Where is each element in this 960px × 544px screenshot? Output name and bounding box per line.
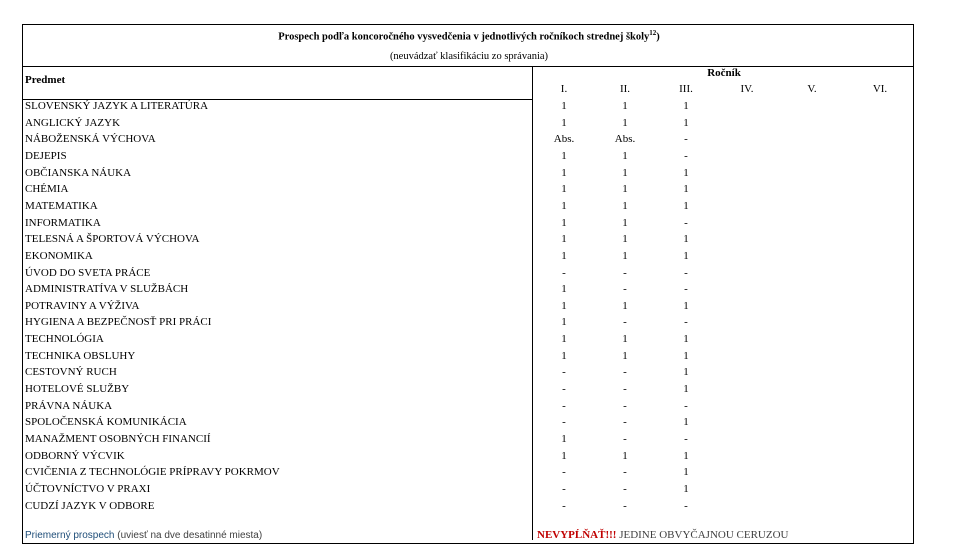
grade-cell-year-3[interactable]: 1 (683, 383, 689, 396)
average-grade-title: Priemerný prospech (25, 530, 115, 541)
grade-cell-year-2[interactable]: - (623, 433, 627, 445)
subject-name: CVIČENIA Z TECHNOLÓGIE PRÍPRAVY POKRMOV (25, 466, 280, 479)
grade-cell-year-3[interactable]: 1 (683, 183, 689, 196)
subject-name: POTRAVINY A VÝŽIVA (25, 299, 140, 312)
average-grade-label (25, 530, 262, 541)
predmet-header: Predmet (25, 74, 66, 86)
grade-cell-year-3[interactable]: 1 (683, 482, 689, 495)
grade-cell-year-3[interactable]: - (684, 216, 688, 229)
grade-cell-year-3[interactable]: - (684, 499, 688, 512)
subject-name: PRÁVNA NÁUKA (25, 399, 113, 412)
grade-cell-year-3[interactable]: - (684, 316, 688, 329)
grade-cell-year-2[interactable]: 1 (622, 249, 628, 262)
grade-cell-year-1[interactable]: 1 (561, 283, 567, 296)
grade-cell-year-3[interactable]: 1 (683, 449, 689, 462)
grade-cell-year-2[interactable]: - (623, 383, 627, 396)
title-footnote: 12 (649, 29, 657, 37)
grade-cell-year-3[interactable]: 1 (683, 249, 689, 262)
grade-cell-year-3[interactable]: - (684, 399, 688, 412)
grade-cell-year-1[interactable]: - (562, 383, 566, 396)
grade-cell-year-2[interactable]: - (623, 266, 627, 279)
grade-cell-year-2[interactable]: - (623, 482, 627, 495)
grade-cell-year-3[interactable]: 1 (683, 333, 689, 346)
grade-cell-year-1[interactable]: 1 (561, 233, 567, 246)
subject-name: CUDZÍ JAZYK V ODBORE (25, 499, 155, 512)
grade-cell-year-2[interactable]: 1 (622, 449, 628, 462)
grade-cell-year-1[interactable]: 1 (561, 116, 567, 129)
grade-cell-year-2[interactable]: 1 (622, 149, 628, 162)
subject-name: INFORMATIKA (25, 216, 101, 229)
grade-cell-year-2[interactable]: - (623, 283, 627, 296)
grade-cell-year-1[interactable]: 1 (561, 249, 567, 262)
grade-cell-year-2[interactable]: 1 (622, 349, 628, 362)
grade-cell-year-1[interactable]: - (562, 366, 566, 379)
grade-cell-year-2[interactable]: Abs. (614, 133, 636, 146)
grade-cell-year-3[interactable]: - (684, 149, 688, 162)
grade-cell-year-3[interactable]: 1 (683, 116, 689, 129)
subject-name: EKONOMIKA (25, 249, 93, 262)
form-subtitle: (neuvádzať klasifikáciu zo správania) (389, 51, 549, 62)
subject-name: ADMINISTRATÍVA V SLUŽBÁCH (25, 283, 189, 296)
grade-cell-year-1[interactable]: 1 (561, 183, 567, 196)
grade-cell-year-1[interactable]: 1 (561, 333, 567, 346)
subject-name: MATEMATIKA (25, 199, 98, 212)
grade-cell-year-3[interactable]: 1 (683, 233, 689, 246)
grade-cell-year-3[interactable]: 1 (683, 416, 689, 429)
header-divider (22, 66, 914, 67)
subject-name: CHÉMIA (25, 183, 69, 196)
subject-name: TECHNIKA OBSLUHY (25, 349, 136, 362)
warning-note: JEDINE OBVYČAJNOU CERUZOU (616, 529, 789, 541)
grade-cell-year-1[interactable]: - (562, 482, 566, 495)
year-header-5: V. (807, 83, 817, 95)
grade-cell-year-1[interactable]: - (562, 416, 566, 429)
grade-cell-year-1[interactable]: 1 (561, 199, 567, 212)
grade-cell-year-3[interactable]: - (684, 133, 688, 146)
average-grade-note: (uviesť na dve desatinné miesta) (114, 530, 263, 541)
subject-name: SPOLOČENSKÁ KOMUNIKÁCIA (25, 416, 187, 429)
grade-cell-year-1[interactable]: 1 (561, 100, 567, 112)
grade-cell-year-2[interactable]: 1 (622, 100, 628, 112)
subject-name: HYGIENA A BEZPEČNOSŤ PRI PRÁCI (25, 316, 212, 329)
subject-name: CESTOVNÝ RUCH (25, 366, 117, 379)
subject-name: ANGLICKÝ JAZYK (25, 116, 121, 129)
grade-cell-year-2[interactable]: 1 (622, 233, 628, 246)
subject-name: HOTELOVÉ SLUŽBY (25, 383, 130, 396)
grade-cell-year-1[interactable]: - (562, 466, 566, 479)
grade-cell-year-3[interactable]: 1 (683, 166, 689, 179)
rocnik-header: Ročník (707, 67, 741, 79)
grade-cell-year-2[interactable]: - (623, 466, 627, 479)
grade-cell-year-3[interactable]: - (684, 433, 688, 445)
grade-cell-year-2[interactable]: - (623, 399, 627, 412)
grade-cell-year-2[interactable]: 1 (622, 216, 628, 229)
grade-cell-year-1[interactable]: Abs. (553, 133, 575, 146)
grade-cell-year-2[interactable]: - (623, 316, 627, 329)
grade-cell-year-2[interactable]: - (623, 499, 627, 512)
grade-cell-year-2[interactable]: 1 (622, 333, 628, 346)
subject-name: DEJEPIS (25, 149, 67, 162)
grade-cell-year-3[interactable]: 1 (683, 199, 689, 212)
subject-name: SLOVENSKÝ JAZYK A LITERATÚRA (25, 100, 209, 112)
grade-cell-year-3[interactable]: 1 (683, 366, 689, 379)
grade-cell-year-2[interactable]: - (623, 416, 627, 429)
fill-warning (537, 529, 788, 541)
grade-cell-year-2[interactable]: 1 (622, 183, 628, 196)
grade-cell-year-2[interactable]: 1 (622, 199, 628, 212)
grade-cell-year-1[interactable]: 1 (561, 349, 567, 362)
year-header-2: II. (619, 83, 631, 95)
warning-text: NEVYPĹŇAŤ!!! (537, 529, 617, 541)
column-divider-predmet (532, 66, 533, 540)
grade-cell-year-2[interactable]: 1 (622, 116, 628, 129)
grade-cell-year-1[interactable]: 1 (561, 166, 567, 179)
title-text: Prospech podľa koncoročného vysvedčenia v jednotlivých ročníkoch strednej školy (278, 31, 650, 43)
grade-cell-year-1[interactable]: 1 (561, 149, 567, 162)
grade-cell-year-2[interactable]: 1 (622, 166, 628, 179)
grade-cell-year-1[interactable]: 1 (561, 316, 567, 329)
grade-cell-year-1[interactable]: 1 (561, 216, 567, 229)
grade-cell-year-1[interactable]: 1 (561, 433, 567, 445)
grade-cell-year-1[interactable]: 1 (561, 449, 567, 462)
grade-cell-year-1[interactable]: - (562, 399, 566, 412)
subject-name: OBČIANSKA NÁUKA (25, 166, 132, 179)
year-header-6: VI. (872, 83, 888, 95)
subject-name: NÁBOŽENSKÁ VÝCHOVA (25, 133, 156, 146)
grade-cell-year-1[interactable]: - (562, 499, 566, 512)
subject-name: ÚVOD DO SVETA PRÁCE (25, 266, 151, 279)
grade-cell-year-2[interactable]: - (623, 366, 627, 379)
grade-cell-year-3[interactable]: 1 (683, 299, 689, 312)
year-header-1: I. (560, 83, 568, 95)
title-close: ) (656, 31, 660, 43)
year-header-3: III. (679, 83, 693, 95)
subject-name: TECHNOLÓGIA (25, 333, 104, 346)
form-title (0, 29, 938, 43)
grade-cell-year-1[interactable]: 1 (561, 299, 567, 312)
subject-name: ODBORNÝ VÝCVIK (25, 449, 125, 462)
grade-cell-year-1[interactable]: - (562, 266, 566, 279)
grade-cell-year-2[interactable]: 1 (622, 299, 628, 312)
year-header-4: IV. (740, 83, 754, 95)
grade-cell-year-3[interactable]: 1 (683, 466, 689, 479)
subject-name: TELESNÁ A ŠPORTOVÁ VÝCHOVA (25, 233, 200, 246)
grade-cell-year-3[interactable]: - (684, 283, 688, 296)
grade-cell-year-3[interactable]: 1 (683, 100, 689, 112)
grade-cell-year-3[interactable]: - (684, 266, 688, 279)
subject-name: ÚČTOVNÍCTVO V PRAXI (25, 482, 151, 495)
grade-cell-year-3[interactable]: 1 (683, 349, 689, 362)
subject-name: MANAŽMENT OSOBNÝCH FINANCIÍ (25, 433, 211, 445)
